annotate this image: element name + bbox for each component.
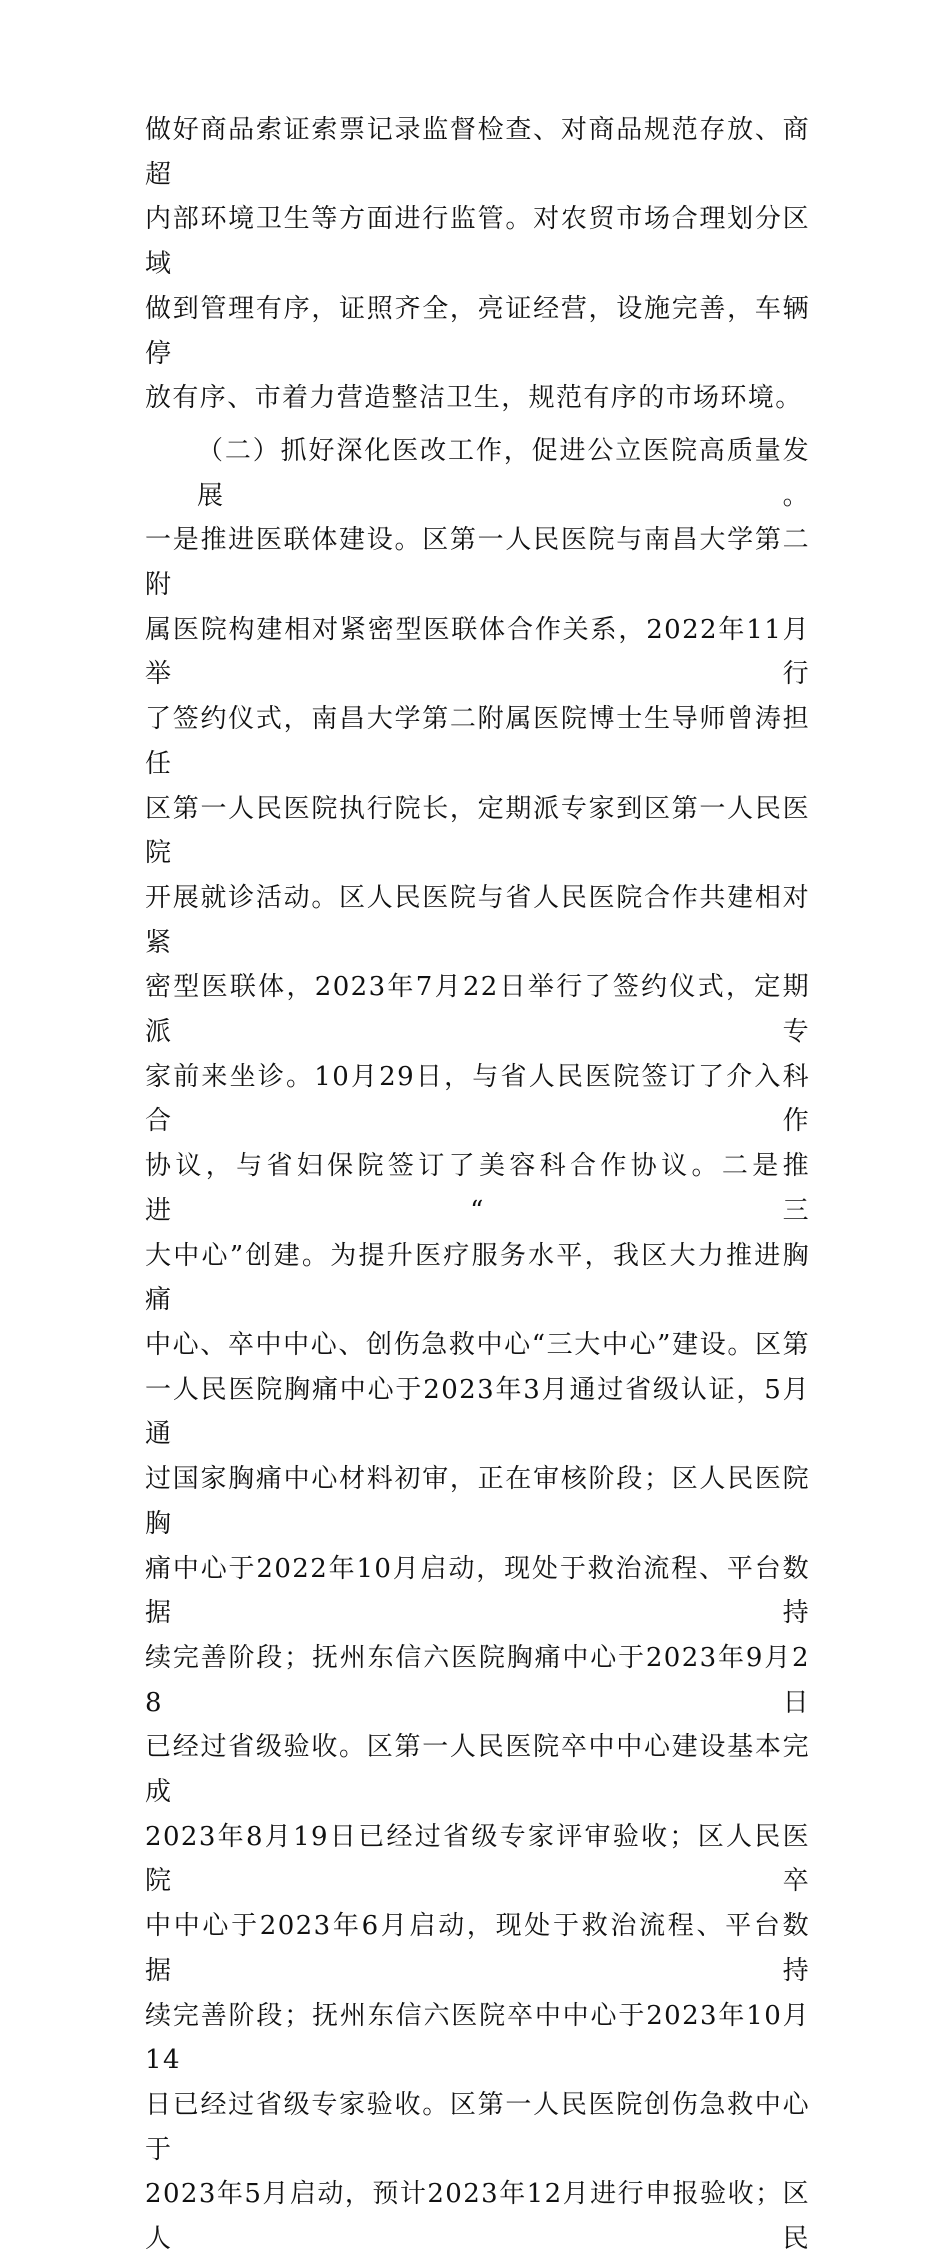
text-line: 过国家胸痛中心材料初审，正在审核阶段；区人民医院胸 <box>145 1464 810 1539</box>
text-line: 2023年8月19日已经过省级专家评审验收；区人民医院卒 <box>145 1821 810 1897</box>
paragraph-medical-reform <box>145 429 810 2262</box>
text-line: 放有序、市着力营造整洁卫生，规范有序的市场环境。 <box>145 383 803 414</box>
text-line: 大中心”创建。为提升医疗服务水平，我区大力推进胸痛 <box>145 1240 810 1316</box>
paragraph-gap <box>145 421 810 429</box>
text-line: 开展就诊活动。区人民医院与省人民医院合作共建相对紧 <box>145 882 810 958</box>
text-line: 中中心于2023年6月启动，现处于救治流程、平台数据持 <box>145 1911 810 1986</box>
text-line: 续完善阶段；抚州东信六医院胸痛中心于2023年9月28日 <box>145 1642 810 1718</box>
text-line: 续完善阶段；抚州东信六医院卒中中心于2023年10月14 <box>145 2000 810 2076</box>
text-line: 内部环境卫生等方面进行监管。对农贸市场合理划分区域 <box>145 204 810 280</box>
text-line: 一是推进医联体建设。区第一人民医院与南昌大学第二附 <box>145 525 810 601</box>
text-line: 了签约仪式，南昌大学第二附属医院博士生导师曾涛担任 <box>145 704 810 779</box>
text-line: 做到管理有序，证照齐全，亮证经营，设施完善，车辆停 <box>145 293 810 369</box>
document-page <box>145 108 810 2262</box>
text-line: 一人民医院胸痛中心于2023年3月通过省级认证，5月通 <box>145 1374 810 1450</box>
text-line: 区第一人民医院执行院长，定期派专家到区第一人民医院 <box>145 793 810 869</box>
section-heading-line: （二）抓好深化医改工作，促进公立医院高质量发展。 <box>197 435 810 511</box>
text-line: 日已经过省级专家验收。区第一人民医院创伤急救中心于 <box>145 2089 810 2165</box>
text-line: 痛中心于2022年10月启动，现处于救治流程、平台数据持 <box>145 1553 810 1629</box>
text-line: 已经过省级验收。区第一人民医院卒中中心建设基本完成 <box>145 1732 810 1808</box>
text-line: 密型医联体，2023年7月22日举行了签约仪式，定期派专 <box>145 972 810 1048</box>
text-line: 家前来坐诊。10月29日，与省人民医院签订了介入科合作 <box>145 1061 810 1137</box>
text-line: 中心、卒中中心、创伤急救中心“三大中心”建设。区第 <box>145 1329 810 1360</box>
text-line: 做好商品索证索票记录监督检查、对商品规范存放、商超 <box>145 115 810 190</box>
text-line: 协议，与省妇保院签订了美容科合作协议。二是推进“三 <box>145 1151 810 1226</box>
text-line: 属医院构建相对紧密型医联体合作关系，2022年11月举行 <box>145 614 810 690</box>
paragraph-market-supervision <box>145 108 810 421</box>
text-line: 2023年5月启动，预计2023年12月进行申报验收；区人民 <box>145 2179 810 2255</box>
